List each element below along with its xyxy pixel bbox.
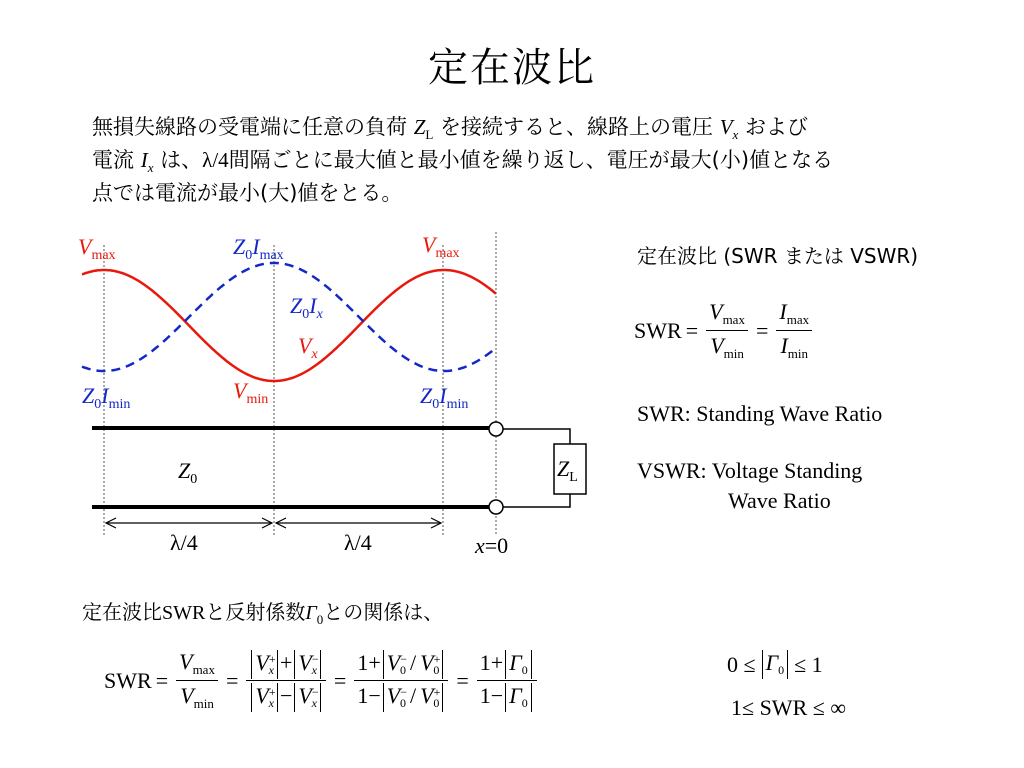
ix-symbol: $I_x$ [140,148,154,175]
relation-heading: 定在波比SWRと反射係数$\Gamma_0$との関係は、 [82,600,444,627]
page-title: 定在波比 [428,45,596,91]
vmax-over-vmin: $\frac{V_{max}}{V_{min}}$ [706,298,748,363]
lambda-quarter: λ/4 [202,148,229,172]
intro-line-3: 点では電流が最小(大)値をとる。 [92,181,403,205]
current-standing-wave [82,263,496,371]
frac-gamma: $\frac{1+ \Gamma 0}{1- \Gamma 0}$ [477,649,537,712]
x-origin-label: x=0 [475,533,509,558]
swr-formula: SWR = $\frac{V_{max}}{V_{min}}$ = $\frac{I_{max}}{I_{min}}$ [634,298,816,363]
zl-load-label: $Z_L$ [557,456,578,485]
zl-symbol: $Z_L$ [413,115,434,142]
terminal-top [489,422,503,436]
intro-text: 間隔ごとに最大値と最小値を繰り返し、電圧が最大(小)値となる [228,148,834,172]
z0imin-right-label: $Z_0I_{min}$ [420,383,469,412]
vmax-left-label: $V_{max}$ [78,234,116,263]
intro-text: 電流 [92,148,141,172]
frac-v0-ratio: $\frac{1+ V^-0 / V^+0}{1- V^-0 / V^+0}$ [354,649,448,712]
intro-text: および [738,115,808,139]
vswr-definition-1: VSWR: Voltage Standing [637,458,863,483]
gamma-range: 0 ≤ Γ0 ≤ 1 [727,650,823,678]
load-wire-top [503,429,570,444]
load-wire-bottom [503,494,570,507]
z0ix-label: $Z_0I_x$ [290,293,323,322]
z0-line-label: $Z_0$ [178,458,198,487]
vmax-right-label: $V_{max}$ [422,232,460,261]
frac-vx-sum-diff: $\frac{V^+x + V^-x}{V^+x - V^-x}$ [246,649,326,712]
z0imax-label: $Z_0I_{max}$ [233,234,284,263]
z0imin-left-label: $Z_0I_{min}$ [82,383,131,412]
swr-definition: SWR: Standing Wave Ratio [637,401,883,426]
frac-vmax-vmin: $\frac{V_{max}}{V_{min}}$ [176,648,218,713]
vx-symbol: $V_x$ [719,115,739,142]
vswr-definition-2: Wave Ratio [728,488,831,513]
vx-label: $V_x$ [298,333,318,362]
lambda-quarter-left: λ/4 [170,530,198,555]
intro-text: を接続すると、線路上の電圧 [433,115,720,139]
swr-heading: 定在波比 (SWR または VSWR) [637,244,919,268]
swr-gamma-formula: SWR = $\frac{V_{max}}{V_{min}}$ = $\frac{V^+x + V^-x}{V^+x - V^-x}$ = $\frac{1+ V^-0 / V^+0}{1- V^-0 / V^+0}$ = $\frac{1+ \Gamma 0}{1- \Gamma 0}$ [104,648,541,713]
terminal-bottom [489,500,503,514]
vmin-label: $V_{min}$ [233,378,269,407]
intro-text: は、 [153,148,203,172]
intro-text: 無損失線路の受電端に任意の負荷 [92,115,414,139]
swr-range: 1≤ SWR ≤ ∞ [731,695,847,720]
lambda-quarter-right: λ/4 [344,530,372,555]
voltage-standing-wave [82,270,496,381]
imax-over-imin: $\frac{I_{max}}{I_{min}}$ [776,298,812,363]
